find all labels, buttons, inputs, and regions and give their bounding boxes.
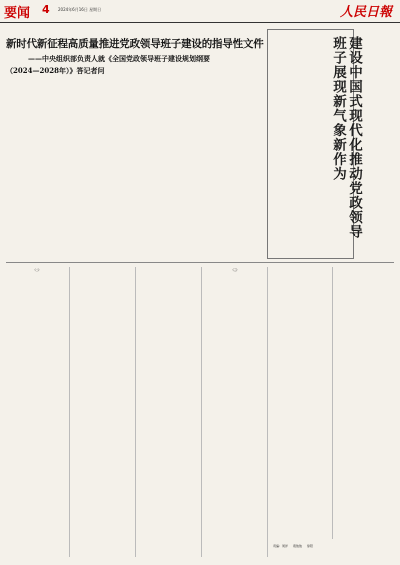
text-column [204, 267, 266, 557]
text-column [270, 267, 330, 539]
section-name: 要闻 [4, 6, 31, 21]
column-rule [135, 267, 136, 557]
text-column [334, 267, 394, 539]
editor-name: 责编：周洋 [273, 544, 289, 548]
text-column [72, 267, 134, 557]
newspaper-logo: 人民日報 [339, 5, 392, 20]
text-column [136, 82, 196, 260]
editor-credits [273, 544, 393, 549]
column-rule [267, 267, 268, 557]
text-column [71, 82, 131, 260]
article-headline: 新时代新征程高质量推进党政领导班子建设的指导性文件 [6, 38, 264, 50]
page-header [0, 0, 400, 23]
article-subhead-continued: （2024—2028年）》答记者问 [6, 66, 105, 75]
text-column [6, 82, 66, 260]
column-rule [69, 267, 70, 557]
column-rule [332, 267, 333, 539]
commentary-title: 建设中国式现代化推动党政领导班子展现新气象新作为 [330, 36, 362, 239]
article-subhead: ——中央组织部负责人就《全国党政领导班子建设规划纲要 [28, 54, 210, 63]
page-number: 4 [42, 3, 50, 16]
section-divider [6, 262, 394, 263]
editor-name: 葛俊俊 [292, 544, 302, 548]
text-column [356, 29, 394, 259]
editor-name: 徐阳 [306, 544, 313, 548]
text-column [201, 82, 263, 260]
column-rule [201, 267, 202, 557]
issue-date: 2024年6月16日 星期日 [58, 7, 102, 12]
text-column [6, 267, 68, 557]
section-mark: （三） [231, 269, 239, 272]
section-mark: （二） [33, 269, 41, 272]
text-column [138, 267, 200, 557]
